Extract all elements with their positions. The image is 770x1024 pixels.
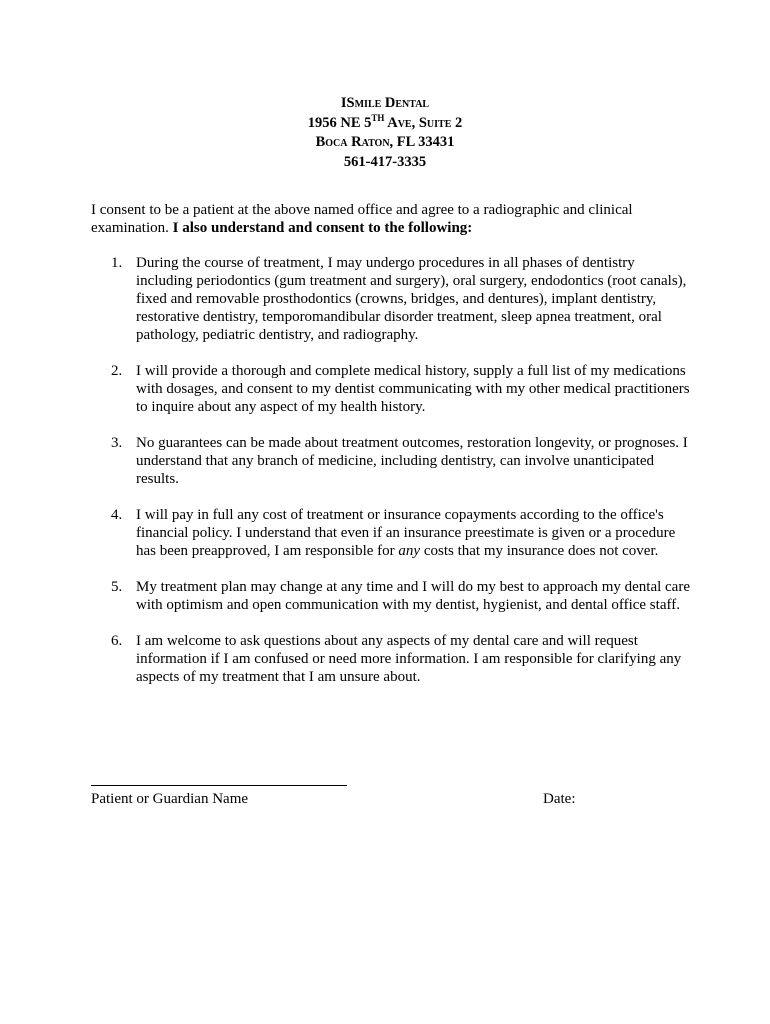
consent-item-3	[91, 434, 691, 488]
item-text: During the course of treatment, I may undergo procedures in all phases of dentistry including periodontics (gum treatment and surgery), oral surgery, endodontics (root canals), fixed and removable prosthodontics (crowns, bridges, and dentures), implant dentistry, restorative dentistry, temporomandibular disorder treatment, sleep apnea treatment, oral pathology, pediatric dentistry, and radiography.	[136, 255, 687, 343]
item-number: 6.	[111, 633, 123, 649]
office-address-line1	[0, 114, 770, 134]
office-address-line2: Boca Raton, FL 33431	[315, 134, 455, 150]
address-suffix: Ave, Suite 2	[384, 114, 463, 131]
item-text: I am welcome to ask questions about any aspects of my dental care and will request information if I am confused or need more information. I am responsible for clarifying any aspects of my treatment that I am unsure about.	[136, 633, 682, 685]
office-name	[0, 94, 770, 114]
consent-item-2	[91, 362, 691, 416]
item-text: No guarantees can be made about treatment outcomes, restoration longevity, or prognoses. I understand that any branch of medicine, including dentistry, can involve unanticipated results.	[136, 435, 688, 487]
item-text: I will provide a thorough and complete medical history, supply a full list of my medications with dosages, and consent to my dentist communicating with my other medical practitioners to inquire about any aspect of my health history.	[136, 363, 690, 415]
item-number: 1.	[111, 255, 123, 271]
item-number: 5.	[111, 579, 123, 595]
item-text: My treatment plan may change at any time and I will do my best to approach my dental care with optimism and open communication with my dentist, hygienist, and dental office staff.	[136, 579, 690, 613]
office-phone: 561-417-3335	[343, 153, 427, 170]
consent-item-5	[91, 578, 691, 614]
office-header	[0, 94, 770, 172]
consent-item-1	[91, 254, 691, 344]
item-number: 2.	[111, 363, 123, 379]
consent-item-4	[91, 506, 691, 560]
consent-intro	[91, 201, 691, 237]
signature-line[interactable]	[91, 785, 347, 786]
item-text-italic: any	[398, 543, 421, 559]
office-name-rest: Smile Dental	[346, 95, 430, 111]
address-superscript: TH	[371, 112, 385, 123]
item-text	[136, 507, 675, 559]
item-text-after: costs that my insurance does not cover.	[420, 543, 659, 559]
date-label: Date:	[543, 791, 576, 807]
item-text-before: I will pay in full any cost of treatment or insurance copayments according to the office's financial policy. I understand that even if an insurance preestimate is given or a procedure has been preapproved, I am responsible for	[136, 507, 676, 559]
intro-bold-text: I also understand and consent to the following:	[172, 220, 473, 236]
consent-item-6	[91, 632, 691, 686]
address-prefix: 1956 NE 5	[307, 114, 372, 131]
intro-text: I consent to be a patient at the above named office and agree to a radiographic and clinical examination.	[91, 202, 633, 236]
office-name-initial: I	[340, 95, 347, 111]
signature-label: Patient or Guardian Name	[91, 791, 249, 807]
item-number: 4.	[111, 507, 123, 523]
consent-items-list	[91, 254, 691, 704]
item-number: 3.	[111, 435, 123, 451]
